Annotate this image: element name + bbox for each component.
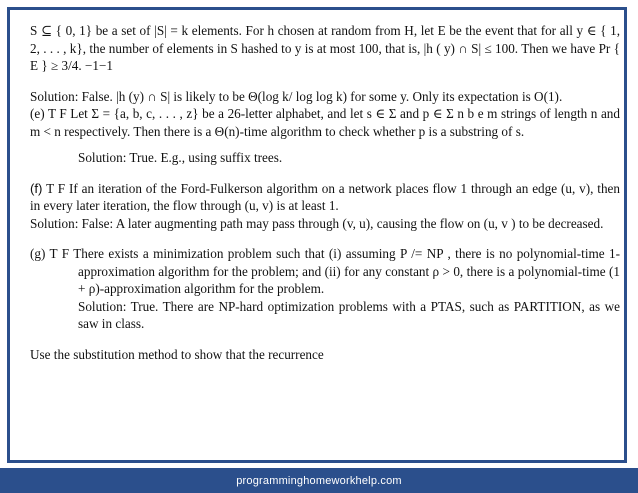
hashing-statement: S ⊆ { 0, 1} be a set of |S| = k elements. For h chosen at random from H, let E be the event that for all y ∈ { 1, 2, . . . , k}, the number of elements in S hashed to y is at most 100, that is, |h ( y) ∩ S| ≤ 100. Then we have Pr { E } ≥ 3/4. −1−1 xyxy=(30,23,620,73)
question-f-solution: Solution: False: A later augmenting path may pass through (v, u), causing the flow on (u, v ) to be decreased. xyxy=(30,215,604,231)
question-g-solution: Solution: True. There are NP-hard optimization problems with a PTAS, such as PARTITION, as we saw in class. xyxy=(78,298,620,331)
hashing-solution: Solution: False. |h (y) ∩ S| is likely to be Θ(log k/ log log k) for some y. Only its expectation is O(1). xyxy=(30,88,563,104)
question-f xyxy=(30,180,620,215)
question-f-label: (f) xyxy=(30,180,43,196)
recurrence-prompt: Use the substitution method to show that the recurrence xyxy=(30,346,324,362)
question-f-text: T F If an iteration of the Ford-Fulkerson algorithm on a network places flow 1 through an edge (u, v), then in every later iteration, the flow through (u, v) is at least 1. xyxy=(30,180,620,213)
footer-bar xyxy=(0,468,638,493)
footer-site-link[interactable]: programminghomeworkhelp.com xyxy=(236,474,402,487)
slide-frame xyxy=(7,7,627,463)
question-e: (e) T F Let Σ = {a, b, c, . . . , z} be a 26-letter alphabet, and let s ∈ Σ and p ∈ Σ n b e m strings of length n and m < n respectively. Then there is a Θ(n)-time algorithm to check whether p is a substring of s. xyxy=(30,106,620,139)
question-g: (g) T F There exists a minimization problem such that (i) assuming P /= NP , there is no polynomial-time 1-approximation algorithm for the problem; and (ii) for any constant ρ > 0, there is a polynomial-time (1 + ρ)-approximation algorithm for the problem. xyxy=(30,246,620,296)
slide-content xyxy=(30,22,620,363)
question-e-solution: Solution: True. E.g., using suffix trees. xyxy=(78,150,283,165)
